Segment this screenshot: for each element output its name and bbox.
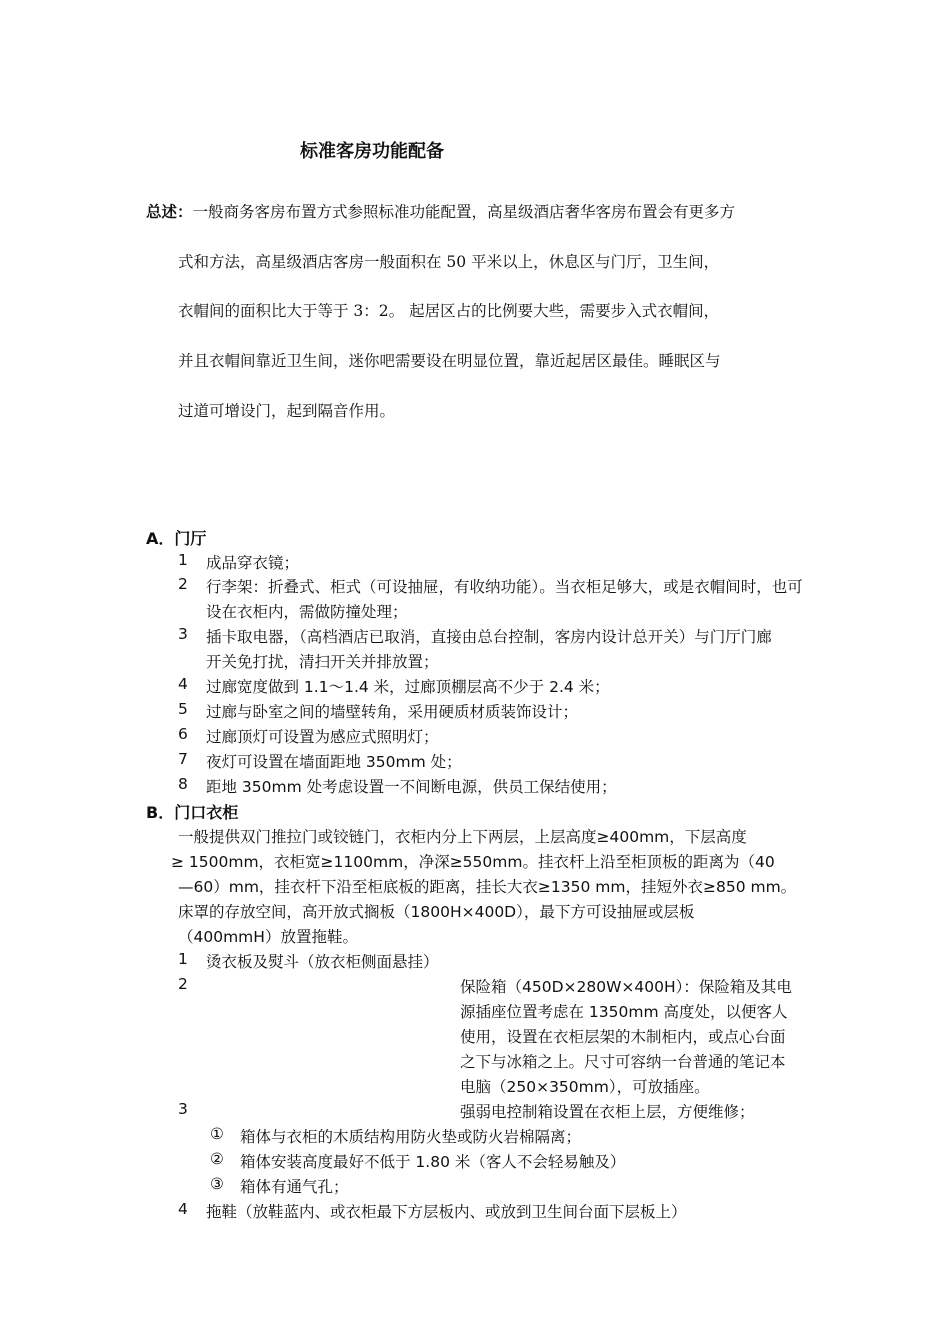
page-title: 标准客房功能配备 bbox=[300, 141, 444, 162]
b-subitem-3-num: ③ bbox=[210, 1175, 224, 1193]
a-item-6-num: 6 bbox=[178, 725, 188, 743]
b-item-2-num: 2 bbox=[178, 975, 188, 993]
a-item-3-text: 插卡取电器，（高档酒店已取消，直接由总台控制，客房内设计总开关）与门厅门廊 bbox=[206, 628, 772, 646]
b-item-2-line-5: 电脑（250×350mm），可放插座。 bbox=[460, 1078, 710, 1096]
summary-label: 总述： bbox=[146, 203, 193, 221]
a-item-6-text: 过廊顶灯可设置为感应式照明灯； bbox=[206, 728, 439, 746]
a-item-7-num: 7 bbox=[178, 750, 188, 768]
summary-line-3: 衣帽间的面积比大于等于 3：2。 起居区占的比例要大些，需要步入式衣帽间， bbox=[178, 302, 720, 320]
a-item-3-num: 3 bbox=[178, 625, 188, 643]
b-intro-line-3: —60）mm，挂衣杆下沿至柜底板的距离，挂长大衣≥1350 mm，挂短外衣≥850 mm。 bbox=[178, 878, 797, 896]
summary-line-4: 并且衣帽间靠近卫生间，迷你吧需要设在明显位置，靠近起居区最佳。睡眠区与 bbox=[178, 352, 721, 370]
section-a-heading: A．门厅 bbox=[146, 529, 207, 548]
a-item-7-text: 夜灯可设置在墙面距地 350mm 处； bbox=[206, 753, 462, 771]
b-subitem-2-text: 箱体安装高度最好不低于 1.80 米（客人不会轻易触及） bbox=[240, 1153, 626, 1171]
summary-line-1 bbox=[146, 201, 735, 223]
summary-line-2: 式和方法，高星级酒店客房一般面积在 50 平米以上，休息区与门厅，卫生间， bbox=[178, 253, 720, 271]
b-subitem-1-num: ① bbox=[210, 1125, 224, 1143]
b-subitem-3-text: 箱体有通气孔； bbox=[240, 1178, 349, 1196]
b-item-1-num: 1 bbox=[178, 950, 188, 968]
b-item-3-num: 3 bbox=[178, 1100, 188, 1118]
a-item-8-text: 距地 350mm 处考虑设置一不间断电源，供员工保结使用； bbox=[206, 778, 617, 796]
summary-text: 一般商务客房布置方式参照标准功能配置，高星级酒店奢华客房布置会有更多方 bbox=[192, 203, 736, 221]
b-item-2-line-4: 之下与冰箱之上。尺寸可容纳一台普通的笔记本 bbox=[460, 1053, 786, 1071]
a-item-4-num: 4 bbox=[178, 675, 188, 693]
a-item-3-text-cont: 开关免打扰，清扫开关并排放置； bbox=[206, 653, 439, 671]
summary-line-5: 过道可增设门，起到隔音作用。 bbox=[178, 402, 396, 420]
b-item-2-line-1: 保险箱（450D×280W×400H）：保险箱及其电 bbox=[460, 978, 792, 996]
b-subitem-2-num: ② bbox=[210, 1150, 224, 1168]
a-item-1-num: 1 bbox=[178, 551, 188, 569]
b-intro-line-5: （400mmH）放置拖鞋。 bbox=[178, 928, 358, 946]
b-intro-line-1: 一般提供双门推拉门或铰链门，衣柜内分上下两层，上层高度≥400mm，下层高度 bbox=[178, 828, 747, 846]
a-item-2-text-cont: 设在衣柜内，需做防撞处理； bbox=[206, 603, 408, 621]
a-item-1-text: 成品穿衣镜； bbox=[206, 554, 300, 572]
b-intro-line-2: ≥ 1500mm，衣柜宽≥1100mm，净深≥550mm。挂衣杆上沿至柜顶板的距离为（40 bbox=[171, 853, 775, 871]
a-item-5-num: 5 bbox=[178, 700, 188, 718]
section-b-heading: B．门口衣柜 bbox=[146, 803, 239, 822]
a-item-2-text: 行李架：折叠式、柜式（可设抽屉，有收纳功能）。当衣柜足够大，或是衣帽间时，也可 bbox=[206, 578, 803, 596]
b-item-4-text: 拖鞋（放鞋蓝内、或衣柜最下方层板内、或放到卫生间台面下层板上） bbox=[206, 1203, 687, 1221]
a-item-4-text: 过廊宽度做到 1.1～1.4 米，过廊顶棚层高不少于 2.4 米； bbox=[206, 678, 610, 696]
a-item-8-num: 8 bbox=[178, 775, 188, 793]
b-subitem-1-text: 箱体与衣柜的木质结构用防火垫或防火岩棉隔离； bbox=[240, 1128, 582, 1146]
b-item-1-text: 烫衣板及熨斗（放衣柜侧面悬挂） bbox=[206, 953, 439, 971]
b-item-3-text: 强弱电控制箱设置在衣柜上层，方便维修； bbox=[460, 1103, 755, 1121]
b-item-2-line-2: 源插座位置考虑在 1350mm 高度处，以便客人 bbox=[460, 1003, 788, 1021]
b-item-2-line-3: 使用，设置在衣柜层架的木制柜内，或点心台面 bbox=[460, 1028, 786, 1046]
b-item-4-num: 4 bbox=[178, 1200, 188, 1218]
b-intro-line-4: 床罩的存放空间，高开放式搁板（1800H×400D），最下方可设抽屉或层板 bbox=[178, 903, 695, 921]
a-item-2-num: 2 bbox=[178, 575, 188, 593]
a-item-5-text: 过廊与卧室之间的墙壁转角，采用硬质材质装饰设计； bbox=[206, 703, 579, 721]
